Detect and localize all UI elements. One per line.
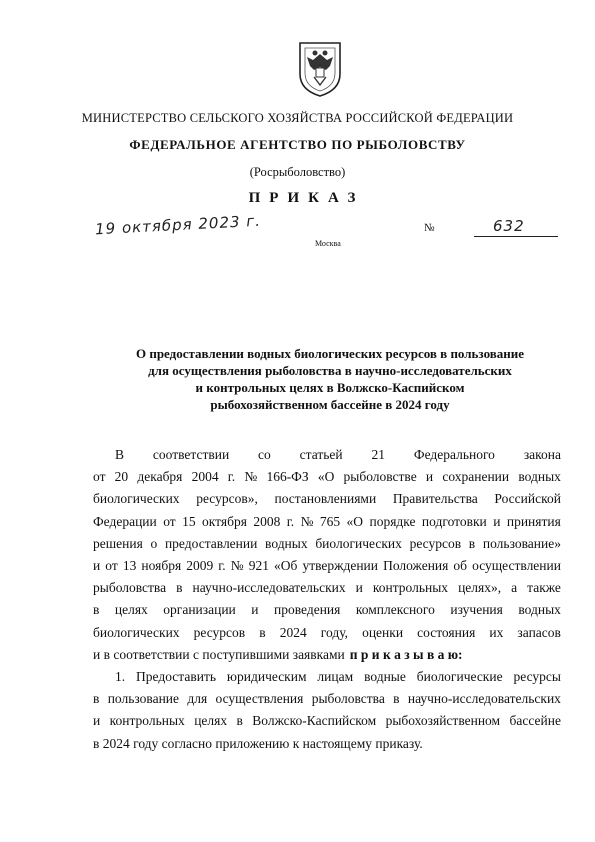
body-word: в [259,624,266,640]
body-word: запасов [517,624,561,640]
body-word: порядке [369,513,416,529]
body-word: ресурсов [193,624,246,640]
body-word: для [187,691,208,707]
body-word: Положения [383,558,449,574]
body-word: 2024 [279,624,307,640]
body-word: принятия [506,513,561,529]
body-word: ресурсов [409,535,462,551]
title-line: и контрольных целях в Волжско-Каспийском [195,380,465,395]
body-word: рыбохозяйственном [385,713,501,729]
body-word: рыболовства [311,691,385,707]
body-word: научно-исследовательских [192,580,346,596]
body-word: № [300,513,314,529]
body-word: № [244,469,258,485]
number-sign: № [424,222,435,234]
body-word: и [425,469,434,485]
agency-name: ФЕДЕРАЛЬНОЕ АГЕНТСТВО ПО РЫБОЛОВСТВУ [129,137,466,152]
body-word: Правительства [392,491,478,507]
body-word: ноября [141,558,182,574]
body-word: также [527,580,561,596]
body-word: водных [265,535,308,551]
body-word: ресурсы [513,669,561,685]
body-word: г. [218,558,226,574]
body-word: их [489,624,504,640]
ministry-name: МИНИСТЕРСТВО СЕЛЬСКОГО ХОЗЯЙСТВА РОССИЙСКОЙ ФЕДЕРАЦИИ [81,111,514,125]
body-word: Волжско-Каспийском [252,713,377,729]
body-word: юридическим [226,669,307,685]
body-word: в [176,580,183,596]
body-word: Предоставить [136,669,217,685]
body-word: в [468,535,476,551]
body-word: году, [320,624,348,640]
body-word: в [93,602,100,618]
body-word: соответствии [152,447,230,462]
body-word: «О [346,513,364,529]
body-word: Федерации [93,513,157,529]
body-word: в [236,713,243,729]
body-word: 2008 [253,513,281,529]
body-word: подготовки [421,513,487,529]
body-line [93,533,561,555]
body-word: и [93,713,101,729]
agency-short-name: (Росрыболовство) [249,165,346,179]
body-text: и в соответствии с поступившими заявками [93,646,345,662]
body-line: в 2024 году согласно приложению к настоящему приказу. [93,735,423,751]
order-body [93,444,561,755]
body-word: 20 [114,469,129,485]
body-word: от [93,469,106,485]
body-word: сохранении [442,469,510,485]
body-word: 21 [371,447,386,462]
body-word: научно-исследовательских [407,691,561,707]
body-word: «Об [274,558,298,574]
body-word: биологических [93,491,180,507]
body-line [93,622,561,644]
body-word: проведения [274,602,341,618]
body-word: биологических [315,535,402,551]
body-line [93,688,561,710]
body-word: октября [202,513,247,529]
body-word: г. [227,469,236,485]
body-word: и [355,580,363,596]
body-word: водных [518,602,561,618]
body-word: пользование» [482,535,561,551]
body-word: осуществления [215,691,304,707]
title-line: О предоставлении водных биологических ресурсов в пользование [135,346,525,361]
order-title [110,345,550,413]
body-word: организации [163,602,236,618]
title-line: рыбохозяйственном бассейне в 2024 году [210,397,450,412]
body-word: водных [518,469,561,485]
body-word: лицам [317,669,354,685]
body-line [93,444,561,466]
body-line [93,577,561,599]
body-word: рыболовства [93,580,167,596]
body-line [93,666,561,688]
body-word: статьей [299,447,343,462]
body-word: об [453,558,468,574]
body-word: водные [364,669,406,685]
body-word: в [93,691,100,707]
issue-city: Москва [315,239,341,248]
body-word: пользование [107,691,180,707]
body-word: постановлениями [274,491,377,507]
body-word: предоставлении [164,535,258,551]
body-word: 765 [319,513,341,529]
body-word: «О [317,469,335,485]
body-word: оценки [362,624,404,640]
body-word: биологические [416,669,503,685]
body-word: 15 [182,513,196,529]
body-word: и [493,513,501,529]
body-line [93,599,561,621]
body-word: изучения [450,602,503,618]
order-number-underline [474,236,558,237]
body-word: целях», [458,580,502,596]
body-word: контрольных [372,580,449,596]
body-word: 2009 [186,558,214,574]
body-word: Российской [494,491,561,507]
order-number-handwritten: 632 [493,217,525,235]
body-word: комплексного [355,602,435,618]
body-word: решения [93,535,143,551]
body-word: утверждении [302,558,379,574]
body-word: состояния [417,624,476,640]
body-word: № [230,558,244,574]
body-word: ресурсов», [196,491,258,507]
body-word: о [150,535,158,551]
body-word: осуществлении [472,558,561,574]
body-word: закона [523,447,561,462]
body-word: декабря [137,469,183,485]
body-line [93,555,561,577]
body-word: В [115,447,125,462]
body-word: в [393,691,400,707]
body-line [93,644,561,666]
body-word: Федерального [413,447,495,462]
body-word: рыболовстве [343,469,417,485]
body-word: бассейне [509,713,561,729]
body-word: целях [194,713,228,729]
coat-of-arms-emblem [297,40,343,98]
body-line [93,511,561,533]
body-word: 921 [248,558,269,574]
body-word: 166-ФЗ [266,469,309,485]
body-line [93,466,561,488]
body-word: г. [286,513,295,529]
body-word: биологических [93,624,180,640]
body-word: от [163,513,176,529]
body-word: 2004 [191,469,219,485]
document-type-heading: ПРИКАЗ [248,190,365,206]
body-word: а [511,580,518,596]
body-word: и [93,558,101,574]
body-word: от [105,558,118,574]
body-word: со [258,447,271,462]
body-word: контрольных [109,713,185,729]
body-line [93,488,561,510]
body-line [93,710,561,732]
body-word: целях [114,602,148,618]
title-line: для осуществления рыболовства в научно-исследовательских [148,363,512,378]
order-command: п р и к а з ы в а ю: [349,646,463,662]
body-word: 13 [122,558,137,574]
body-word: и [251,602,259,618]
order-date-handwritten: 19 октября 2023 г. [94,211,262,239]
body-word: 1. [115,669,126,685]
